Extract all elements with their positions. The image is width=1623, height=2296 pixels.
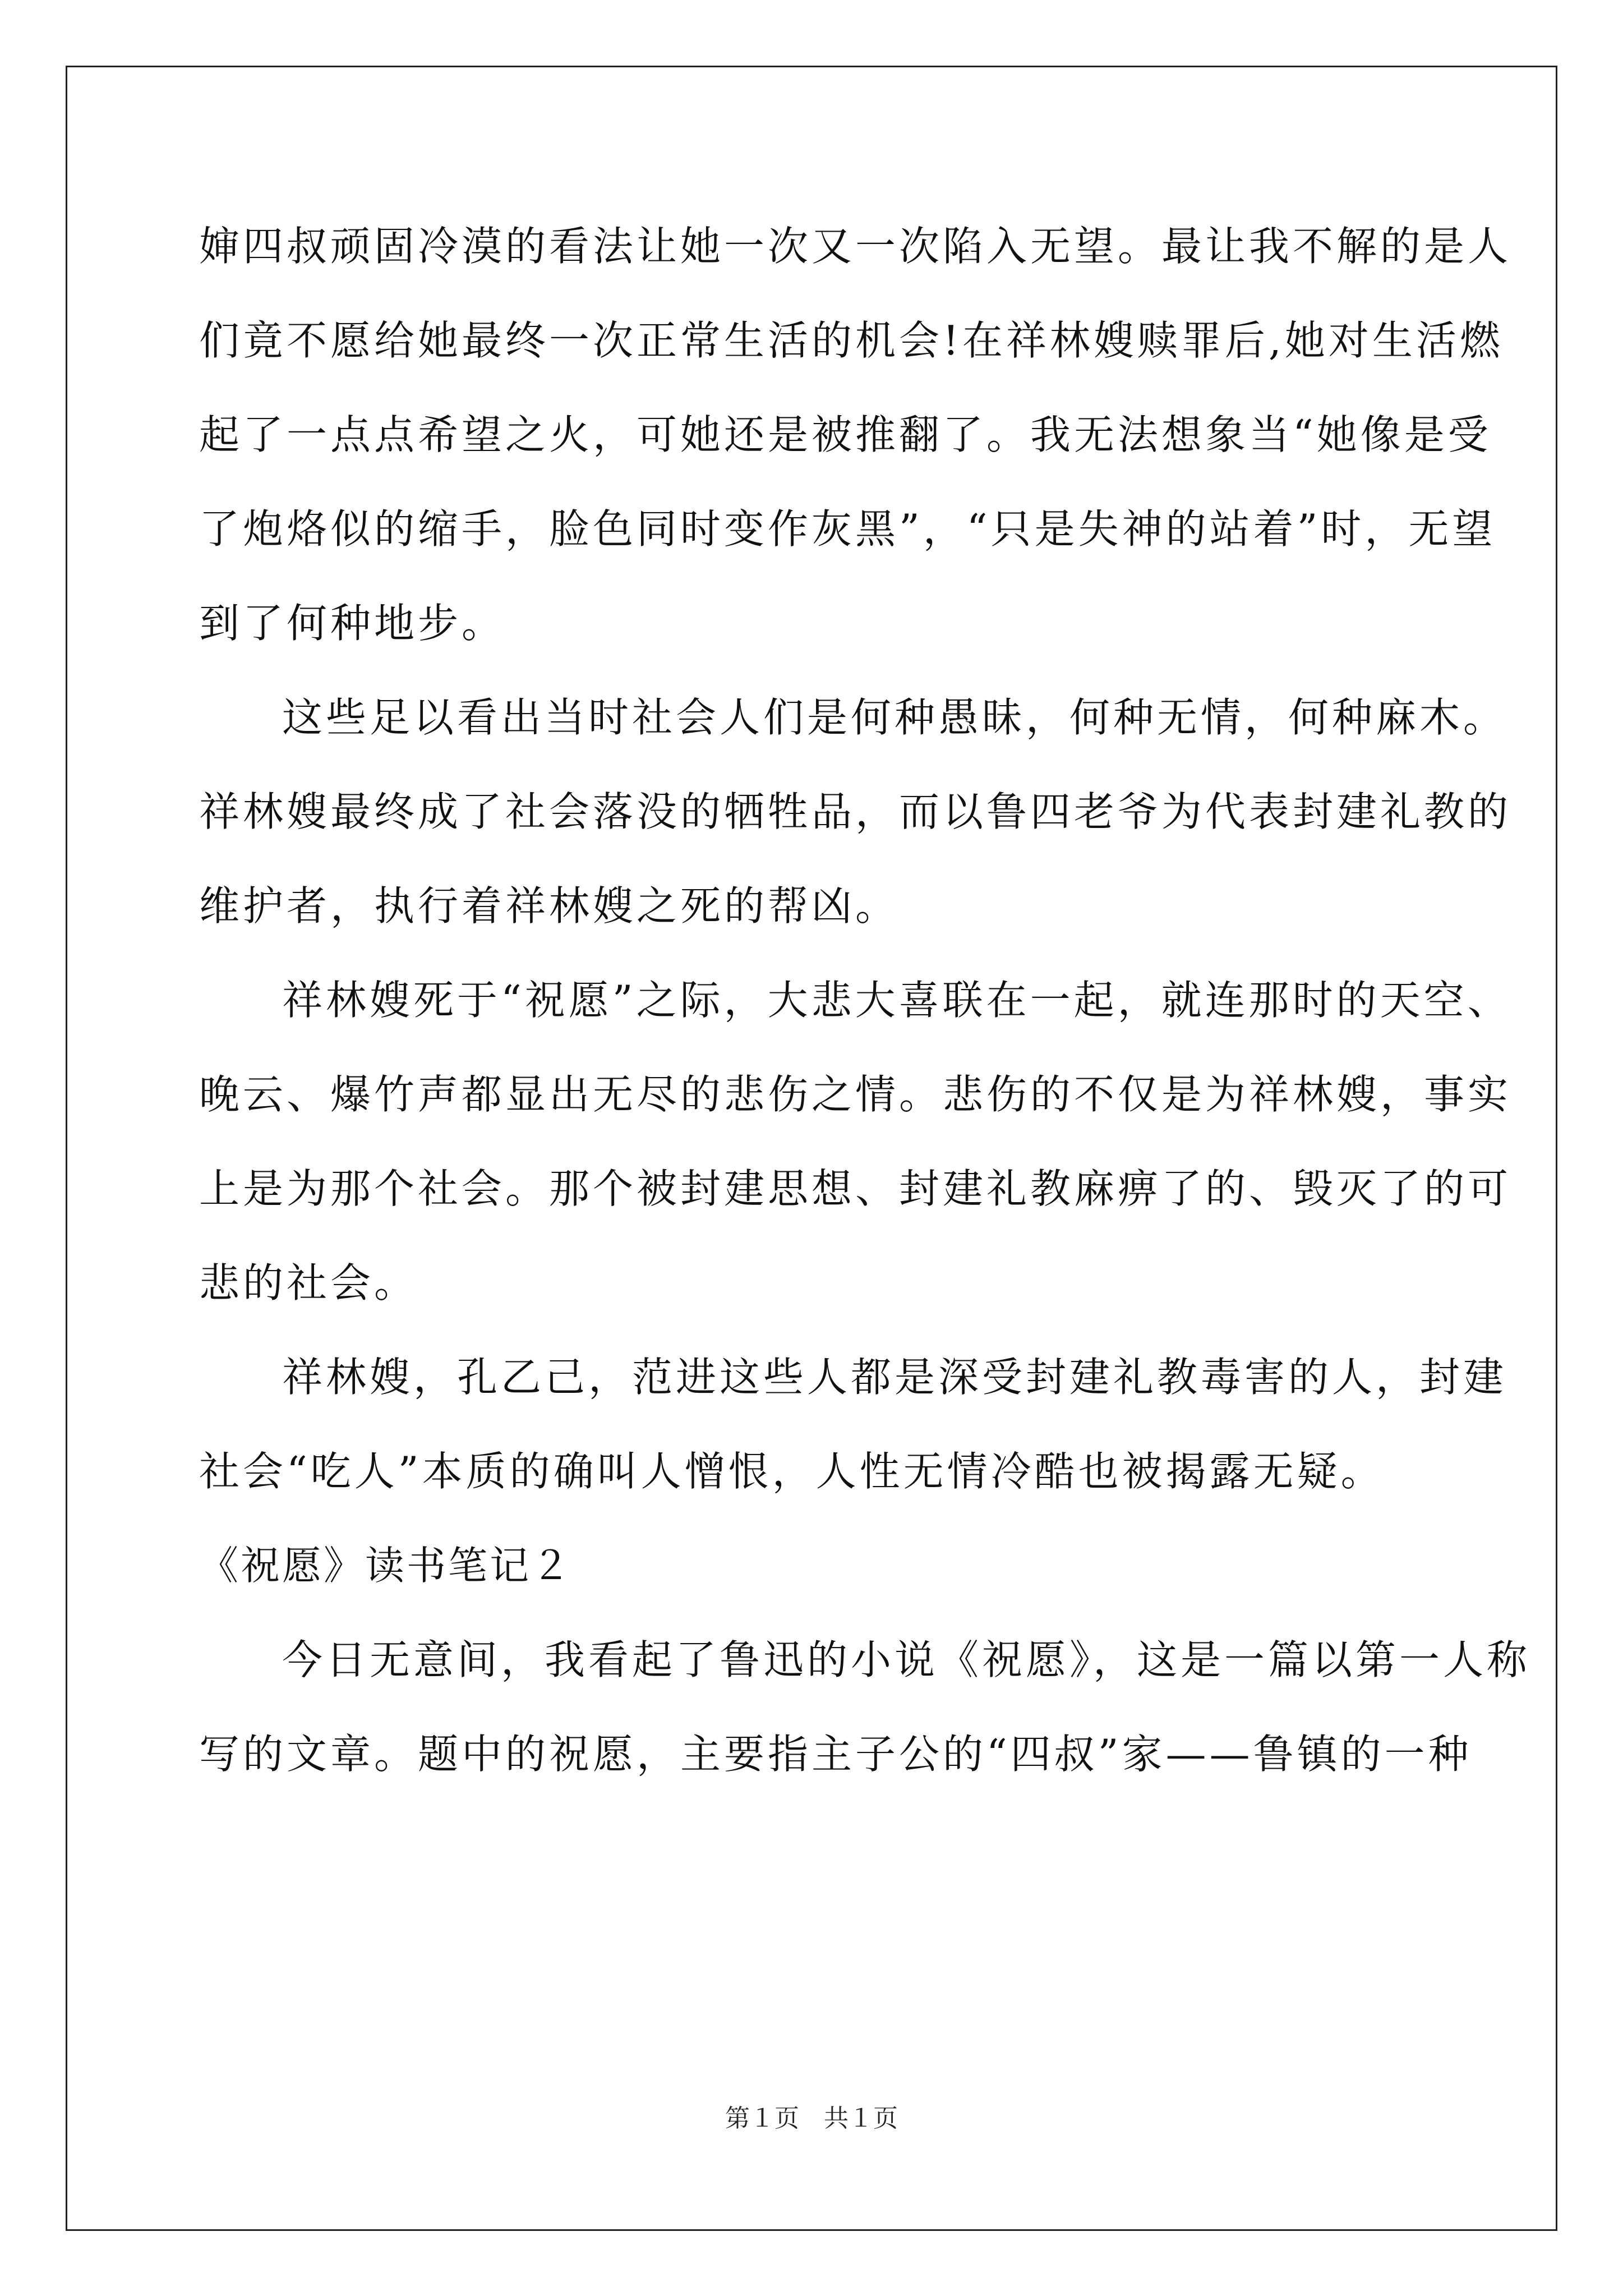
paragraph — [199, 953, 1512, 1330]
text-line: 婶四叔顽固冷漠的看法让她一次又一次陷入无望。最让我不解的是人 — [199, 223, 1512, 270]
paragraph — [199, 670, 1512, 953]
text-line: 祥林嫂，孔乙己，范进这些人都是深受封建礼教毒害的人，封建 — [282, 1354, 1507, 1401]
text-line: 到了何种地步。 — [199, 600, 506, 647]
document-body — [199, 199, 1531, 1801]
page-footer: 第１页 共１页 — [725, 2104, 898, 2133]
text-line: 们竟不愿给她最终一次正常生活的机会!在祥林嫂赎罪后,她对生活燃 — [199, 317, 1504, 364]
text-line: 维护者，执行着祥林嫂之死的帮凶。 — [199, 882, 900, 930]
text-line: 写的文章。题中的祝愿，主要指主子公的“四叔”家——鲁镇的一种 — [199, 1731, 1472, 1778]
text-line: 祥林嫂最终成了社会落没的牺牲品，而以鲁四老爷为代表封建礼教的 — [199, 788, 1512, 835]
text-line: 这些足以看出当时社会人们是何种愚昧，何种无情，何种麻木。 — [282, 694, 1507, 741]
text-line: 晚云、爆竹声都显出无尽的悲伤之情。悲伤的不仅是为祥林嫂，事实 — [199, 1071, 1512, 1118]
text-line: 社会“吃人”本质的确叫人憎恨，人性无情冷酷也被揭露无疑。 — [199, 1448, 1385, 1495]
paragraph — [199, 1613, 1531, 1801]
text-line: 悲的社会。 — [199, 1259, 418, 1306]
paragraph — [199, 199, 1512, 670]
text-line: 今日无意间，我看起了鲁迅的小说《祝愿》，这是一篇以第一人称 — [282, 1636, 1531, 1683]
paragraph — [199, 1330, 1507, 1519]
section-heading: 《祝愿》读书笔记２ — [199, 1543, 573, 1589]
text-line: 祥林嫂死于“祝愿”之际，大悲大喜联在一起，就连那时的天空、 — [282, 977, 1511, 1024]
text-line: 了炮烙似的缩手，脸色同时变作灰黑”，“只是失神的站着”时，无望 — [199, 505, 1496, 553]
text-line: 上是为那个社会。那个被封建思想、封建礼教麻痹了的、毁灭了的可 — [199, 1165, 1512, 1212]
text-line: 起了一点点希望之火，可她还是被推翻了。我无法想象当“她像是受 — [199, 411, 1492, 458]
